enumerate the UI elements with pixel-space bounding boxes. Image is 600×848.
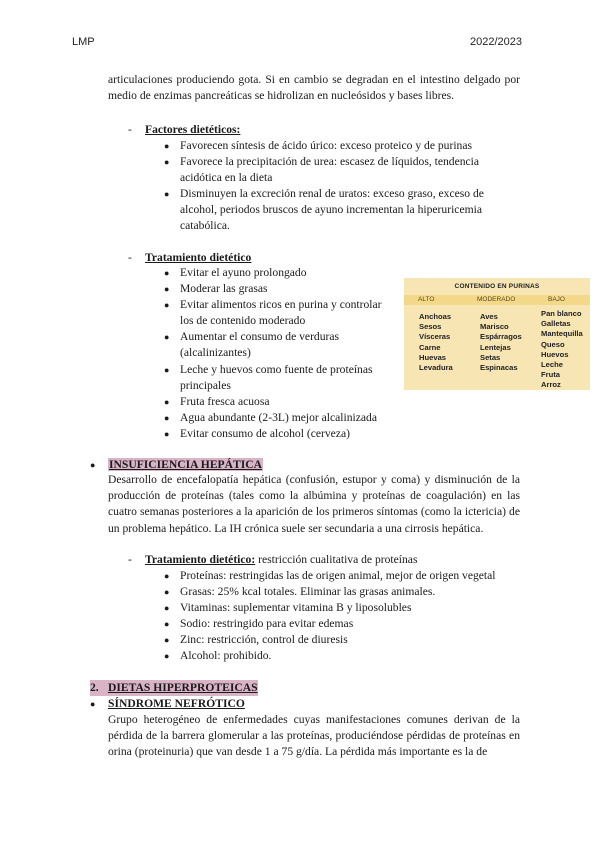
list-item: Mantequilla (541, 329, 583, 339)
insuficiencia-title: INSUFICIENCIA HEPÁTICA (109, 458, 262, 471)
bullet-icon: ● (164, 587, 170, 598)
purinas-column-moderado (480, 312, 522, 373)
factores-heading (128, 122, 240, 138)
bullet-icon: ● (164, 571, 170, 581)
factores-list (162, 138, 502, 235)
list-item: Huevas (419, 352, 447, 362)
list-item-text: Moderar las grasas (180, 282, 268, 296)
tratamiento-gota-list (162, 265, 394, 442)
dietas-heading (90, 680, 524, 696)
list-item-text: Evitar el ayuno prolongado (180, 266, 307, 279)
tratamiento-ih-heading (128, 552, 417, 568)
bullet-icon: ● (164, 189, 170, 200)
list-item-text: Sodio: restringido para evitar edemas (180, 617, 354, 631)
list-item: Galletas (541, 319, 571, 329)
purinas-header-moderado: MODERADO (477, 296, 516, 303)
bullet-icon: ● (164, 412, 170, 423)
list-item-text: Alcohol: prohibido. (180, 649, 272, 663)
tratamiento-ih-list (162, 568, 522, 665)
list-item-text: Leche y huevos como fuente de proteínas principales (180, 362, 373, 392)
list-item: Levadura (419, 363, 453, 373)
header-right: 2022/2023 (470, 36, 522, 48)
list-item-text: Agua abundante (2-3L) mejor alcalinizada (180, 410, 378, 424)
purinas-table (404, 278, 590, 390)
bullet-icon: ● (164, 603, 170, 614)
bullet-icon: ● (164, 619, 170, 630)
purinas-header-bajo: BAJO (548, 296, 565, 303)
purinas-column-bajo (541, 309, 583, 391)
list-item (162, 281, 394, 297)
list-item: Aves (480, 312, 498, 321)
list-item: Setas (480, 352, 501, 362)
list-item (162, 265, 394, 281)
list-item: Espárragos (480, 332, 522, 342)
dietas-number: 2. (90, 681, 99, 694)
bullet-icon: ● (90, 460, 96, 470)
purinas-header-alto: ALTO (418, 296, 435, 303)
tratamiento-ih-rest: restricción cualitativa de proteínas (255, 553, 418, 566)
list-item-text: Disminuyen la excreción renal de uratos: exceso graso, exceso de alcohol, periodos bruscos de ayuno incrementan la hiperuricemia catabólica. (180, 187, 484, 233)
list-item-text: Grasas: 25% kcal totales. Eliminar las grasas animales. (180, 585, 436, 599)
list-item: Espinacas (480, 363, 518, 373)
list-item (162, 600, 522, 616)
bullet-icon: ● (164, 157, 170, 168)
list-item: Pan blanco (541, 309, 582, 318)
sindrome-title: SÍNDROME NEFRÓTICO (108, 697, 245, 710)
list-item (162, 426, 394, 442)
list-item: Queso (541, 339, 565, 349)
bullet-icon: ● (164, 284, 170, 295)
bullet-icon: ● (164, 332, 170, 343)
bullet-icon: ● (164, 635, 170, 646)
list-item: Anchoas (419, 312, 452, 321)
tratamiento-ih-title: Tratamiento dietético: (145, 553, 256, 566)
list-item: Lentejas (480, 342, 511, 352)
tratamiento-gota-title: Tratamiento dietético (145, 251, 252, 264)
list-item-text: Evitar consumo de alcohol (cerveza) (180, 426, 350, 440)
list-item (162, 648, 522, 664)
dash-marker: - (128, 553, 132, 566)
list-item (162, 154, 502, 186)
list-item-text: Favorecen síntesis de ácido úrico: exceso proteico y de purinas (180, 139, 473, 152)
bullet-icon: ● (164, 268, 170, 278)
list-item: Carne (419, 342, 441, 352)
list-item-text: Fruta fresca acuosa (180, 394, 270, 408)
intro-paragraph: articulaciones produciendo gota. Si en cambio se degradan en el intestino delgado por medio de enzimas pancreáticas se hidrolizan en nucleósidos y bases libres. (108, 73, 520, 103)
list-item (162, 186, 502, 234)
list-item (162, 329, 394, 361)
list-item: Marisco (480, 322, 509, 332)
list-item (162, 297, 394, 329)
insuficiencia-paragraph: Desarrollo de encefalopatía hepática (confusión, estupor y coma) y disminución de la producción de proteínas (tales como la albúmina y proteínas de coagulación) en las cuatro semanas posteriores a la aparición de los primeros síntomas (como la ictericia) de un problema hepático. La IH crónica suele ser secundaria a una cirrosis hepática. (108, 473, 520, 535)
list-item (162, 138, 502, 154)
list-item: Fruta (541, 370, 560, 380)
list-item (162, 584, 522, 600)
list-item: Huevos (541, 349, 569, 359)
factores-title: Factores dietéticos: (145, 123, 241, 136)
sindrome-heading (90, 696, 524, 712)
purinas-table-title: CONTENIDO EN PURINAS (454, 283, 540, 290)
list-item (162, 394, 394, 410)
list-item (162, 632, 522, 648)
bullet-icon: ● (164, 300, 170, 311)
list-item-text: Vitaminas: suplementar vitamina B y liposolubles (180, 601, 412, 615)
dash-marker: - (128, 251, 132, 264)
list-item-text: Evitar alimentos ricos en purina y controlar los de contenido moderado (180, 298, 382, 328)
list-item-text: Zinc: restricción, control de diuresis (180, 633, 348, 647)
list-item-text: Proteínas: restringidas las de origen animal, mejor de origen vegetal (180, 569, 496, 582)
dietas-title: DIETAS HIPERPROTEICAS (108, 681, 258, 694)
list-item (162, 616, 522, 632)
list-item: Arroz (541, 380, 561, 390)
dash-marker: - (128, 123, 132, 136)
bullet-icon: ● (90, 699, 96, 709)
list-item (162, 410, 394, 426)
bullet-icon: ● (164, 428, 170, 439)
list-item: Sesos (419, 322, 442, 332)
list-item (162, 568, 522, 584)
dietas-highlight (90, 680, 258, 696)
bullet-icon: ● (164, 364, 170, 375)
insuficiencia-heading (90, 457, 524, 473)
bullet-icon: ● (164, 396, 170, 407)
list-item-text: Aumentar el consumo de verduras (alcalinizantes) (180, 330, 340, 360)
bullet-icon: ● (164, 651, 170, 662)
purinas-column-alto (419, 312, 453, 373)
list-item-text: Favorece la precipitación de urea: escasez de líquidos, tendencia acidótica en la dieta (180, 155, 480, 185)
list-item: Leche (541, 360, 563, 370)
header-left: LMP (72, 36, 95, 48)
bullet-icon: ● (164, 141, 170, 151)
tratamiento-gota-heading (128, 250, 251, 266)
sindrome-paragraph: Grupo heterogéneo de enfermedades cuyas manifestaciones comunes derivan de la pérdida de la barrera glomerular a las proteínas, produciéndose pérdidas de proteínas en orina (proteinuria) que van desde 1 a 75 g/día. La pérdida más importante es la de (108, 713, 520, 759)
list-item (162, 362, 394, 394)
list-item: Vísceras (419, 332, 451, 342)
